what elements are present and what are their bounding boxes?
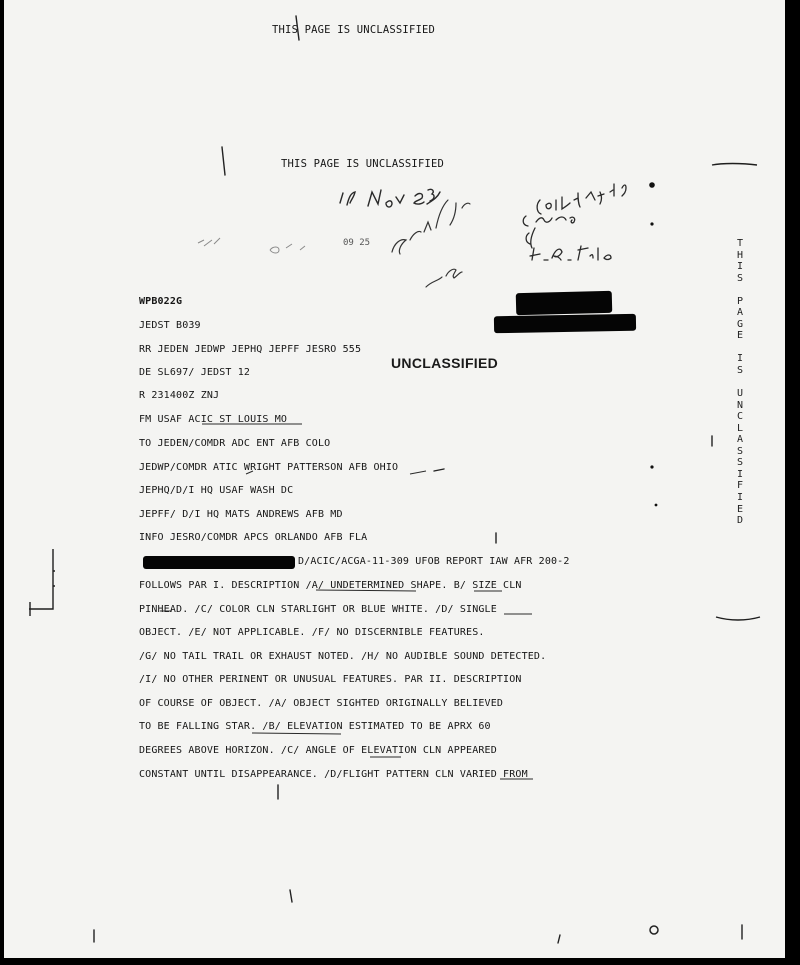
message-line: FOLLOWS PAR I. DESCRIPTION /A/ UNDETERMINED SHAPE. B/ SIZE CLN (139, 580, 522, 591)
message-line: WPB022G (139, 296, 183, 307)
side-label-letter: G (736, 318, 744, 330)
message-line: TO BE FALLING STAR. /B/ ELEVATION ESTIMATED TO BE APRX 60 (139, 721, 491, 732)
handwritten-date (340, 189, 440, 207)
message-line: INFO JESRO/COMDR APCS ORLANDO AFB FLA (139, 532, 368, 543)
side-label-letter: H (736, 249, 744, 261)
message-line: OF COURSE OF OBJECT. /A/ OBJECT SIGHTED ORIGINALLY BELIEVED (139, 698, 504, 709)
scan-marks (649, 182, 658, 934)
received-stamp-time: 09 25 (343, 238, 371, 248)
side-label-letter: N (736, 399, 744, 411)
side-label-letter: S (736, 365, 744, 377)
side-label-letter: F (736, 480, 744, 492)
message-line: FM USAF ACIC ST LOUIS MO (139, 414, 288, 425)
message-line: JEPHQ/D/I HQ USAF WASH DC (139, 485, 294, 496)
side-label-letter: S (736, 457, 744, 469)
message-underlines (160, 424, 533, 779)
message-line: JEDST B039 (139, 320, 201, 331)
message-line: RR JEDEN JEDWP JEPHQ JEPFF JESRO 555 (139, 344, 362, 355)
message-line: DEGREES ABOVE HORIZON. /C/ ANGLE OF ELEVATION CLN APPEARED (139, 745, 497, 756)
message-line: CONSTANT UNTIL DISAPPEARANCE. /D/FLIGHT PATTERN CLN VARIED FROM (139, 769, 528, 780)
stray-strokes (94, 16, 742, 943)
message-line: /I/ NO OTHER PERINENT OR UNUSUAL FEATURES. PAR II. DESCRIPTION (139, 674, 522, 685)
message-line: R 231400Z ZNJ (139, 390, 220, 401)
message-line: /G/ NO TAIL TRAIL OR EXHAUST NOTED. /H/ NO AUDIBLE SOUND DETECTED. (139, 651, 547, 662)
side-label-letter: I (736, 492, 744, 504)
handwritten-file-note (523, 184, 626, 260)
side-label-letter: A (736, 307, 744, 319)
side-label-bracket (712, 164, 760, 621)
side-label-letter: T (736, 238, 744, 249)
side-label-letter: S (736, 445, 744, 457)
left-margin-bracket (29, 549, 55, 616)
message-line: DE SL697/ JEDST 12 (139, 367, 251, 378)
side-label-letter: L (736, 422, 744, 434)
side-label-letter: E (736, 503, 744, 515)
side-label-letter: I (736, 261, 744, 273)
received-stamp (198, 238, 305, 253)
message-line: PINHEAD. /C/ COLOR CLN STARLIGHT OR BLUE WHITE. /D/ SINGLE (139, 604, 497, 615)
message-line: JEDWP/COMDR ATIC WRIGHT PATTERSON AFB OHIO (139, 462, 399, 473)
side-label-letter: I (736, 468, 744, 480)
side-label-letter: A (736, 434, 744, 446)
message-line: JEPFF/ D/I HQ MATS ANDREWS AFB MD (139, 509, 343, 520)
top-classification-banner: THIS PAGE IS UNCLASSIFIED (272, 24, 436, 36)
side-label-letter: C (736, 411, 744, 423)
side-label-letter: S (736, 272, 744, 284)
side-label-letter: P (736, 295, 744, 307)
handwritten-initials (392, 200, 470, 287)
message-line: TO JEDEN/COMDR ADC ENT AFB COLO (139, 438, 331, 449)
side-label-letter: U (736, 388, 744, 400)
mid-classification-banner: THIS PAGE IS UNCLASSIFIED (281, 158, 445, 170)
message-line: OBJECT. /E/ NOT APPLICABLE. /F/ NO DISCERNIBLE FEATURES. (139, 627, 485, 638)
side-label-letter: E (736, 330, 744, 342)
unclassified-stamp: UNCLASSIFIED (391, 355, 499, 371)
side-label-letter: D (736, 515, 744, 527)
message-line: D/ACIC/ACGA-11-309 UFOB REPORT IAW AFR 200-2 (298, 556, 570, 567)
side-label-letter: I (736, 353, 744, 365)
